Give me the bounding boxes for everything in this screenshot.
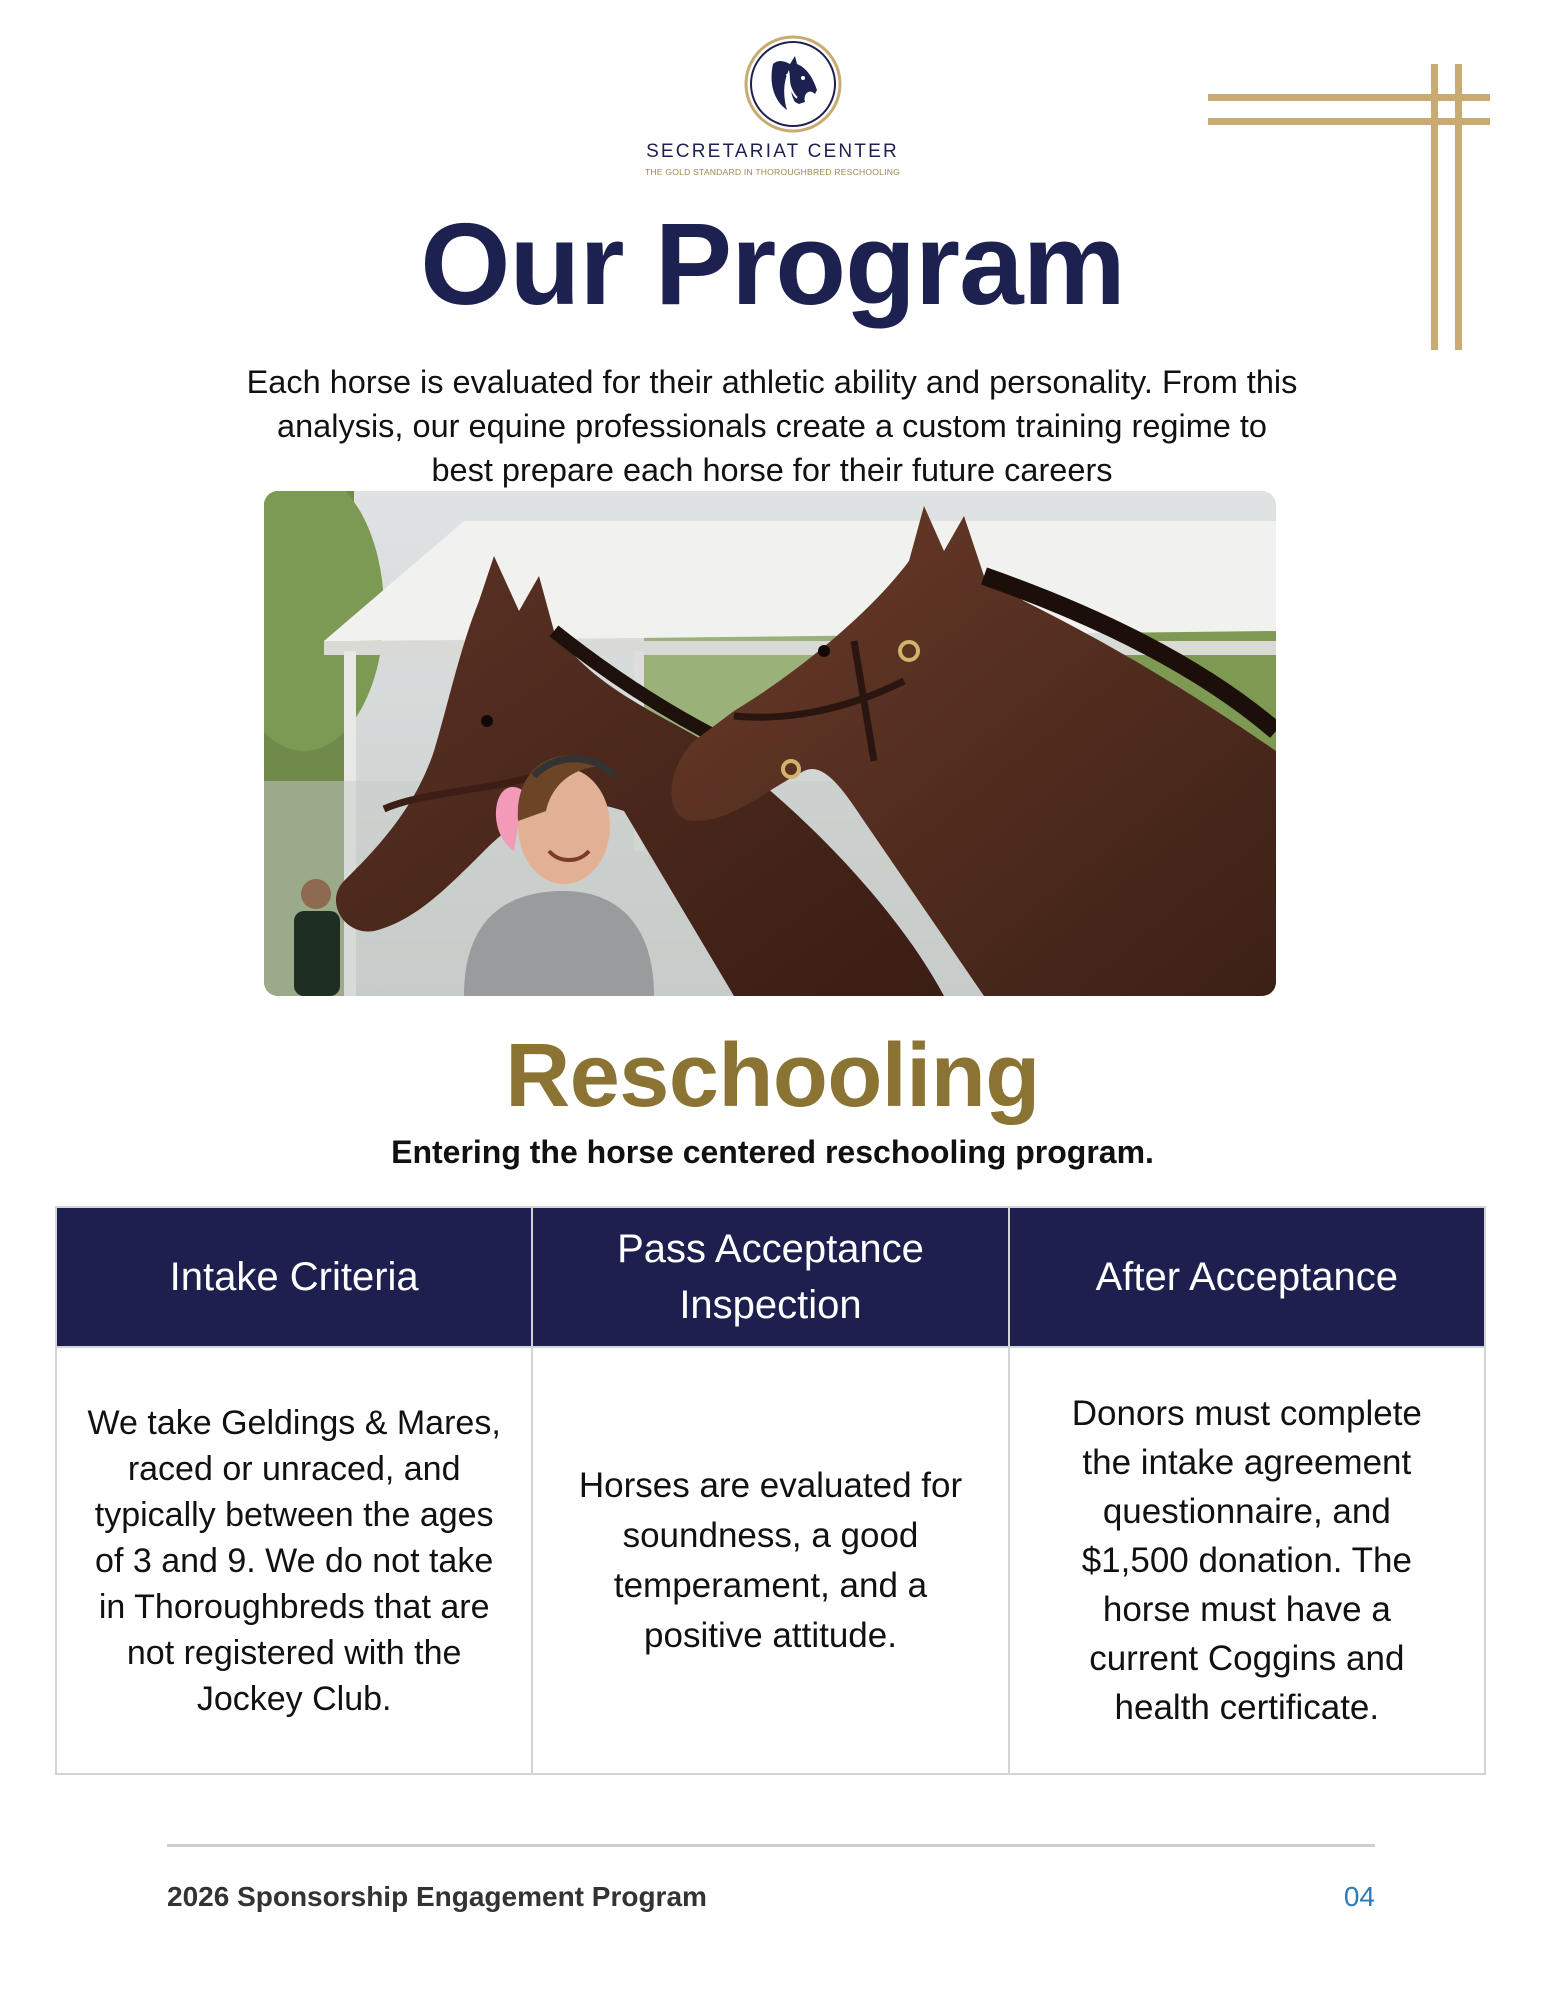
reschooling-table (55, 1206, 1486, 1775)
program-photo (264, 491, 1276, 996)
table-header-line: Inspection (679, 1283, 862, 1327)
footer-program-name: 2026 Sponsorship Engagement Program (167, 1881, 707, 1912)
section-title: Reschooling (505, 1026, 1040, 1126)
cell-line: in Thoroughbreds that are (98, 1587, 490, 1626)
cell-line: current Coggins and (1089, 1639, 1405, 1678)
section-subtitle: Entering the horse centered reschooling program. (391, 1134, 1154, 1170)
cell-line: not registered with the (126, 1633, 462, 1672)
table-cell (56, 1347, 532, 1774)
table-header (532, 1207, 1008, 1347)
table-cell (1009, 1347, 1485, 1774)
intro-paragraph (172, 360, 1372, 492)
cell-line: the intake agreement (1082, 1443, 1412, 1482)
cell-line: $1,500 donation. The (1081, 1541, 1412, 1580)
cell-line: positive attitude. (644, 1615, 897, 1655)
cell-line: Donors must complete (1071, 1394, 1422, 1433)
cell-line: questionnaire, and (1102, 1492, 1391, 1531)
logo-tagline: THE GOLD STANDARD IN THOROUGHBRED RESCHOOLING (644, 167, 901, 177)
intro-line: best prepare each horse for their future careers (431, 452, 1113, 488)
logo-emblem (743, 34, 843, 134)
cell-line: horse must have a (1102, 1590, 1391, 1629)
table-header-line: Intake Criteria (169, 1255, 419, 1299)
intro-line: analysis, our equine professionals create a custom training regime to (277, 408, 1267, 444)
table-cell (532, 1347, 1008, 1774)
cell-line: soundness, a good (622, 1515, 919, 1555)
cell-line: Jockey Club. (196, 1679, 392, 1718)
table-header (1009, 1207, 1485, 1347)
page-title: Our Program (420, 199, 1125, 329)
logo-name: SECRETARIAT CENTER (646, 141, 899, 162)
table-header-row (56, 1207, 1485, 1347)
table-row (56, 1347, 1485, 1774)
horse-head-emblem-icon (743, 34, 843, 134)
table-header-line: Pass Acceptance (617, 1227, 924, 1271)
page-number: 04 (1343, 1881, 1375, 1912)
cell-line: raced or unraced, and (127, 1449, 461, 1488)
cell-line: We take Geldings & Mares, (87, 1403, 501, 1442)
cell-line: temperament, and a (613, 1565, 928, 1605)
footer-divider (167, 1844, 1375, 1847)
cell-line: of 3 and 9. We do not take (95, 1541, 494, 1580)
cell-line: typically between the ages (94, 1495, 494, 1534)
cell-line: Horses are evaluated for (578, 1465, 963, 1505)
cell-line: health certificate. (1114, 1688, 1380, 1727)
horses-photo-illustration (264, 491, 1276, 996)
table-header-line: After Acceptance (1095, 1255, 1399, 1299)
intro-line: Each horse is evaluated for their athletic ability and personality. From this (246, 364, 1298, 400)
table-header (56, 1207, 532, 1347)
